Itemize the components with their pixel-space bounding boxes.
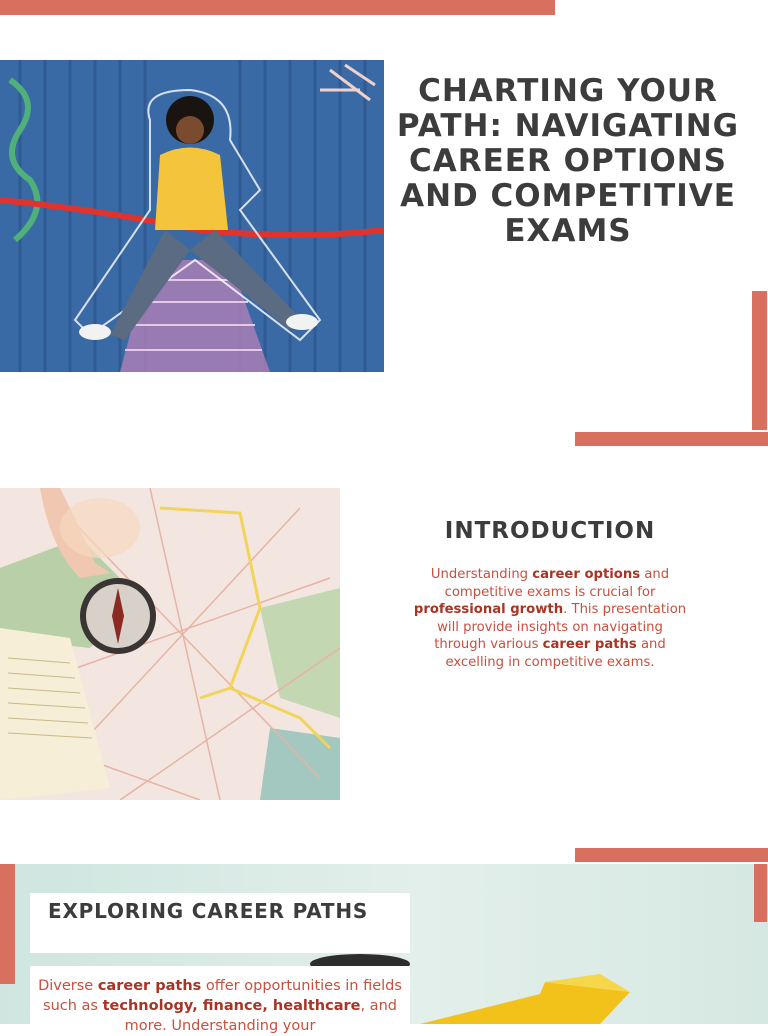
body-text: and excelling in competitive exams. — [445, 637, 666, 670]
slide3-accent-bar-horizontal — [575, 848, 768, 862]
highlight-career-paths: career paths — [97, 978, 202, 994]
highlight-professional-growth: professional growth — [413, 602, 564, 618]
body-text: . This presentation will provide insights on navigating through various — [434, 602, 687, 653]
introduction-heading: INTRODUCTION — [444, 518, 656, 544]
slide3-left-accent-bar — [0, 864, 15, 984]
highlight-career-paths: career paths — [542, 637, 637, 653]
right-accent-bar-horizontal — [575, 432, 768, 446]
body-text: Diverse — [38, 978, 98, 994]
map-and-compass-photo — [0, 488, 340, 800]
body-text: offer opportunities in fields such as — [43, 978, 402, 1014]
presentation-title: CHARTING YOUR PATH: NAVIGATING CAREER OPTIONS AND COMPETITIVE EXAMS — [396, 73, 740, 249]
right-accent-bar-vertical — [752, 291, 767, 430]
exploring-career-paths-body — [30, 966, 410, 1036]
highlight-fields: technology, finance, healthcare — [102, 998, 361, 1014]
slide3-right-accent-bar — [754, 864, 767, 922]
introduction-body — [412, 566, 688, 672]
hero-photo-jumping-woman — [0, 60, 384, 372]
body-text: , and more. Understanding your — [124, 998, 397, 1034]
exploring-career-paths-heading-card — [30, 893, 410, 953]
exploring-career-paths-heading: EXPLORING CAREER PATHS — [48, 899, 369, 923]
body-text: Understanding — [430, 567, 533, 582]
highlight-career-options: career options — [532, 567, 641, 582]
top-accent-bar — [0, 0, 555, 15]
body-text: and competitive exams is crucial for — [444, 567, 670, 600]
